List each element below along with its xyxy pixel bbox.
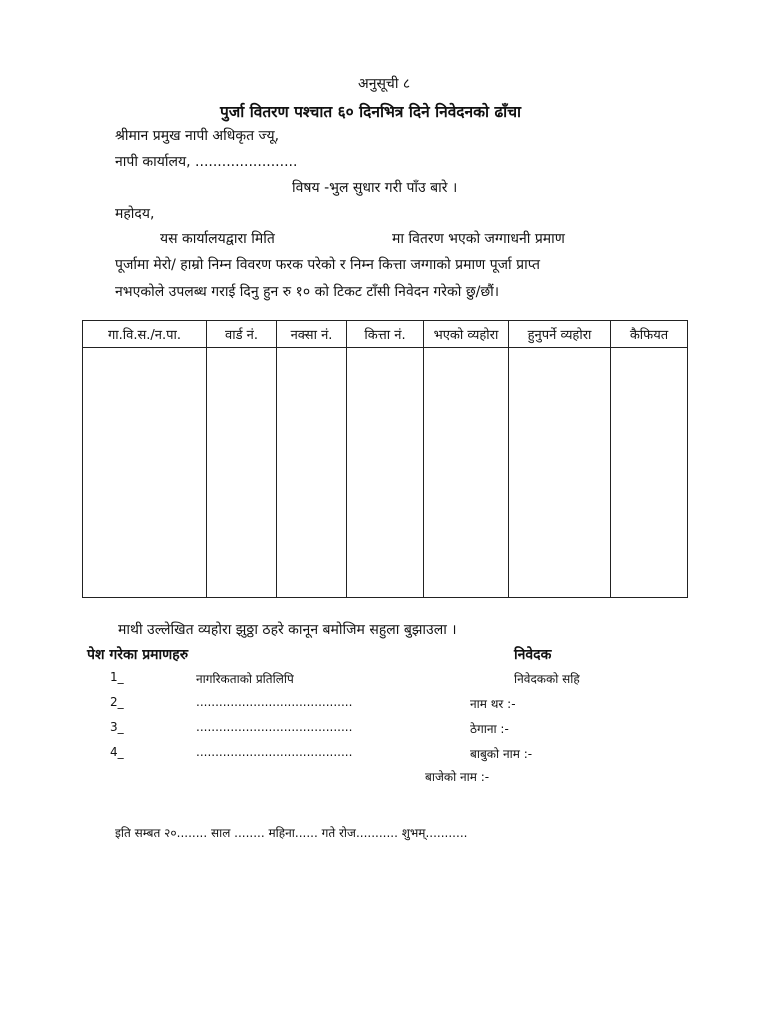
body-line-1-start: यस कार्यालयद्वारा मिति [160, 231, 275, 247]
document-entry[interactable]: ......................................... [196, 720, 353, 734]
applicant-address-label: ठेगाना :- [470, 722, 509, 736]
col-header-current-detail: भएको व्यहोरा [424, 321, 509, 348]
details-table [82, 320, 688, 598]
body-line-1-end: मा वितरण भएको जग्गाधनी प्रमाण [392, 231, 565, 247]
cell-remarks[interactable] [611, 348, 688, 598]
applicant-heading: निवेदक [514, 647, 552, 663]
recipient-line: श्रीमान प्रमुख नापी अधिकृत ज्यू, [115, 128, 280, 144]
applicant-signature-label: निवेदकको सहि [514, 672, 580, 686]
salutation: महोदय, [115, 206, 155, 222]
cell-current-detail[interactable] [424, 348, 509, 598]
col-header-plot-no: कित्ता नं. [347, 321, 424, 348]
cell-municipality[interactable] [83, 348, 207, 598]
document-entry[interactable]: ......................................... [196, 745, 353, 759]
applicant-name-label: नाम थर :- [470, 697, 516, 711]
cell-correct-detail[interactable] [509, 348, 611, 598]
document-entry: नागरिकताको प्रतिलिपि [196, 672, 294, 686]
body-line-3: नभएकोले उपलब्ध गराई दिनु हुन रु १० को टिकट टाँसी निवेदन गरेको छु/छौं। [115, 284, 500, 300]
body-line-2: पूर्जामा मेरो/ हाम्रो निम्न विवरण फरक परेको र निम्न कित्ता जग्गाको प्रमाण पूर्जा प्राप्त [115, 257, 541, 273]
office-line: नापी कार्यालय, ....................... [115, 154, 298, 170]
document-entry[interactable]: ......................................... [196, 695, 353, 709]
document-number: 1_ [110, 670, 124, 684]
col-header-correct-detail: हुनुपर्ने व्यहोरा [509, 321, 611, 348]
applicant-grandfather-label: बाजेको नाम :- [425, 770, 490, 784]
cell-ward[interactable] [207, 348, 277, 598]
subject-line: विषय -भुल सुधार गरी पाँउ बारे । [292, 180, 458, 196]
documents-heading: पेश गरेका प्रमाणहरु [87, 647, 189, 663]
date-line: इति सम्बत २०........ साल ........ महिना...... गते रोज........... शुभम्........... [115, 826, 468, 840]
applicant-father-label: बाबुको नाम :- [470, 747, 533, 761]
schedule-number: अनुसूची ८ [358, 76, 411, 92]
cell-plot-no[interactable] [347, 348, 424, 598]
col-header-ward: वार्ड नं. [207, 321, 277, 348]
col-header-map-no: नक्सा नं. [277, 321, 347, 348]
cell-map-no[interactable] [277, 348, 347, 598]
col-header-municipality: गा.वि.स./न.पा. [83, 321, 207, 348]
document-number: 3_ [110, 720, 124, 734]
document-number: 4_ [110, 745, 124, 759]
document-number: 2_ [110, 695, 124, 709]
col-header-remarks: कैफियत [611, 321, 688, 348]
declaration: माथी उल्लेखित व्यहोरा झुठ्ठा ठहरे कानून बमोजिम सहुला बुझाउला । [118, 622, 457, 638]
table-row [83, 348, 688, 598]
form-title: पुर्जा वितरण पश्चात ६० दिनभित्र दिने निवेदनको ढाँचा [220, 103, 522, 121]
table-header-row [83, 321, 688, 348]
